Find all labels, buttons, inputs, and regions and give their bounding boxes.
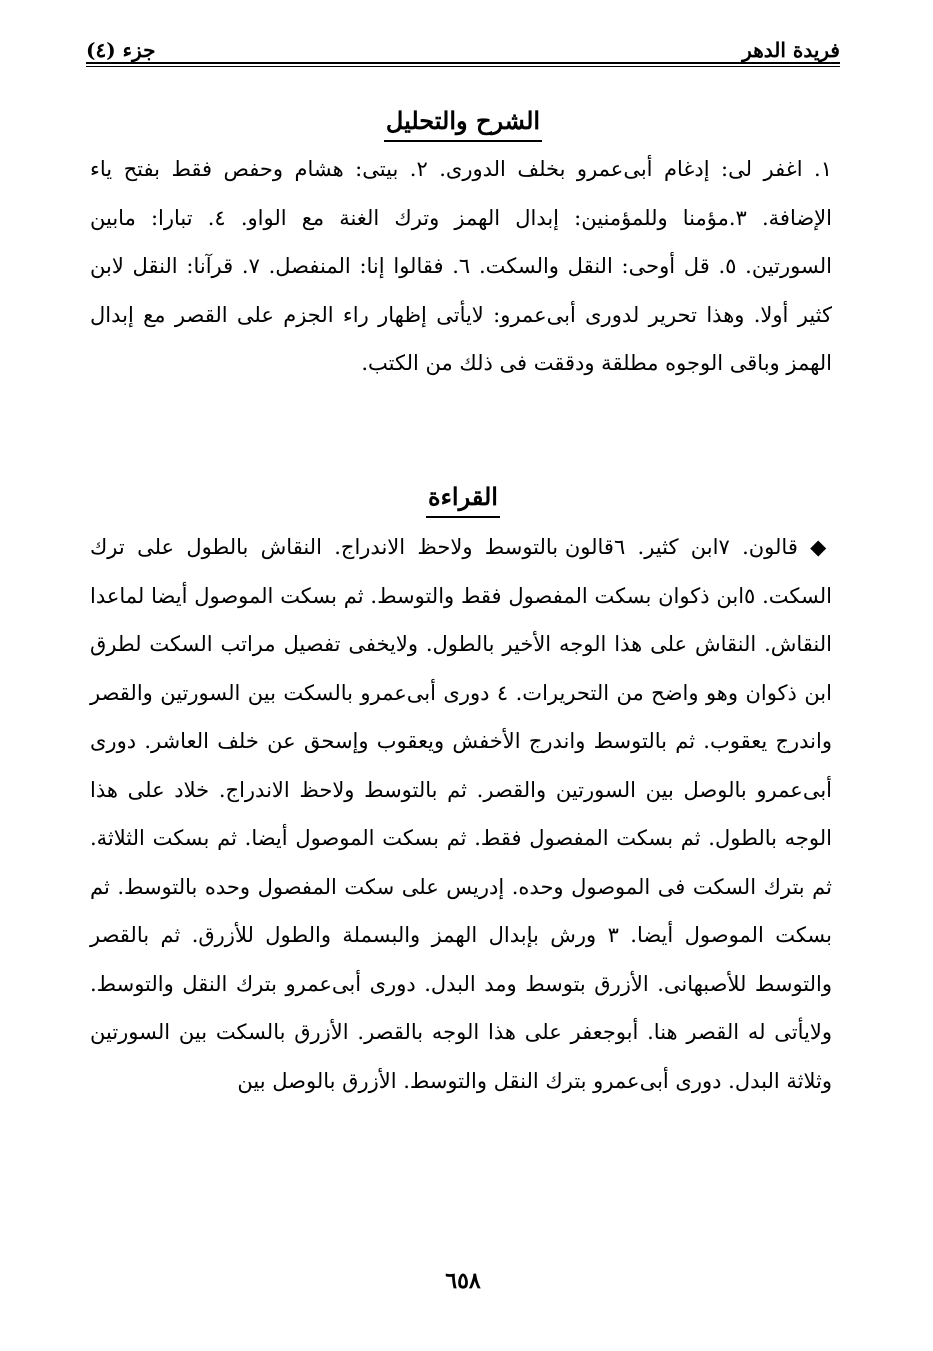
page-number: ٦٥٨ bbox=[445, 1268, 481, 1294]
section-heading-reading: القراءة bbox=[86, 480, 840, 518]
reading-paragraph: ◆ قالون. ٧ابن كثير. ٦قالون بالتوسط ولاحظ الاندراج. النقاش بالطول على ترك السكت. ٥ابن ذكوان بسكت المفصول فقط والتوسط. ثم بسكت الموصول أيضا لماعدا النقاش. النقاش على هذا الوجه الأخير بالطول. ولايخفى تفصيل مراتب السكت لطرق ابن ذكوان وهو واضح من التحريرات. ٤ دورى أبى‌عمرو بالسكت بين السورتين والقصر واندرج يعقوب. ثم بالتوسط واندرج الأخفش ويعقوب وإسحق عن خلف العاشر. دورى أبى‌عمرو بالوصل بين السورتين والقصر. ثم بالتوسط ولاحظ الاندراج. خلاد على هذا الوجه بالطول. ثم بسكت المفصول فقط. ثم بسكت الموصول أيضا. ثم بسكت الثلاثة. ثم بترك السكت فى الموصول وحده. إدريس على سكت المفصول وحده بالتوسط. ثم بسكت الموصول أيضا. ٣ ورش بإبدال الهمز والبسملة والطول للأزرق. ثم بالقصر والتوسط للأصبهانى. الأزرق بتوسط ومد البدل. دورى أبى‌عمرو بترك النقل والتوسط. ولايأتى له القصر هنا. أبوجعفر على هذا الوجه بالقصر. الأزرق بالسكت بين السورتين وثلاثة البدل. دورى أبى‌عمرو بترك النقل والتوسط. الأزرق بالوصل بين bbox=[90, 535, 833, 1093]
header-rule bbox=[86, 62, 840, 64]
running-header bbox=[86, 28, 840, 64]
book-title: فريدة الدهر bbox=[742, 38, 840, 62]
commentary-paragraph: ١. اغفر لى: إدغام أبى‌عمرو بخلف الدورى. ٢. بيتى: هشام وحفص فقط بفتح ياء الإضافة. ٣.مؤمنا وللمؤمنين: إبدال الهمز وترك الغنة مع الواو. ٤. تبارا: مابين السورتين. ٥. قل أوحى: النقل والسكت. ٦. فقالوا إنا: المنفصل. ٧. قرآنا: النقل لابن كثير أولا. وهذا تحرير لدورى أبى‌عمرو: لايأتى إظهار راء الجزم على القصر مع إبدال الهمز وباقى الوجوه مطلقة ودققت فى ذلك من الكتب. bbox=[90, 157, 832, 375]
header-rule-thin bbox=[86, 66, 840, 67]
section-heading-commentary: الشرح والتحليل bbox=[86, 104, 840, 142]
part-label: جزء (٤) bbox=[86, 38, 156, 62]
